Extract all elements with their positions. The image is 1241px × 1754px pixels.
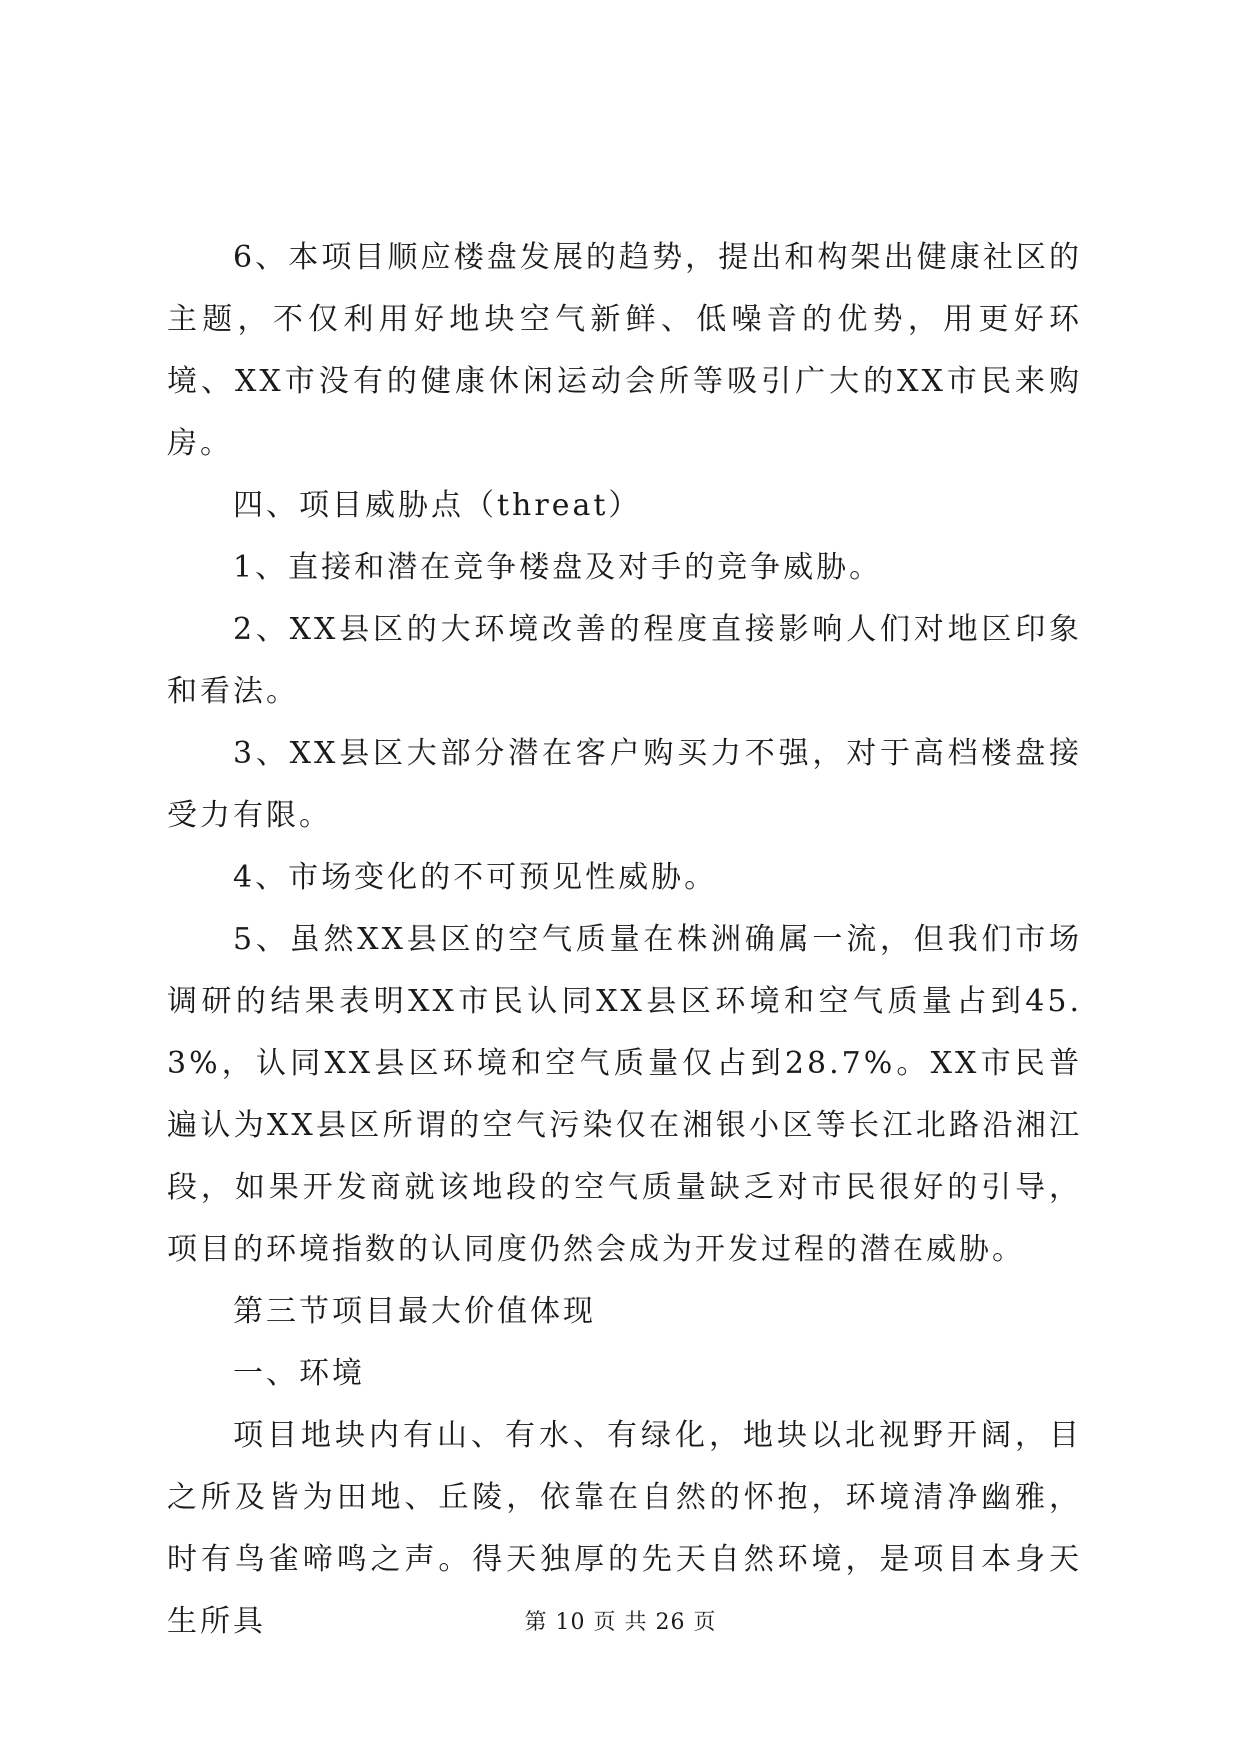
heading-environment: 一、环境	[233, 1356, 365, 1391]
body-text	[167, 227, 1082, 1653]
paragraph-threat-3: 3、XX县区大部分潜在客户购买力不强，对于高档楼盘接受力有限。	[167, 736, 1082, 833]
paragraph-threat-2: 2、XX县区的大环境改善的程度直接影响人们对地区印象和看法。	[167, 612, 1082, 709]
page-footer: 第 10 页 共 26 页	[524, 1610, 717, 1635]
heading-threats: 四、项目威胁点（threat）	[233, 488, 642, 523]
paragraph-environment: 项目地块内有山、有水、有绿化，地块以北视野开阔，目之所及皆为田地、丘陵，依靠在自然的怀抱，环境清净幽雅，时有鸟雀啼鸣之声。得天独厚的先天自然环境，是项目本身天生所具	[167, 1418, 1082, 1639]
heading-section-3: 第三节项目最大价值体现	[233, 1294, 596, 1329]
paragraph-threat-1: 1、直接和潜在竞争楼盘及对手的竞争威胁。	[233, 550, 883, 585]
paragraph-threat-5: 5、虽然XX县区的空气质量在株洲确属一流，但我们市场调研的结果表明XX市民认同XX县区环境和空气质量占到45.3%，认同XX县区环境和空气质量仅占到28.7%。XX市民普遍认为XX县区所谓的空气污染仅在湘银小区等长江北路沿湘江段，如果开发商就该地段的空气质量缺乏对市民很好的引导，项目的环境指数的认同度仍然会成为开发过程的潜在威胁。	[167, 922, 1082, 1267]
paragraph-point-6: 6、本项目顺应楼盘发展的趋势，提出和构架出健康社区的主题，不仅利用好地块空气新鲜、低噪音的优势，用更好环境、XX市没有的健康休闲运动会所等吸引广大的XX市民来购房。	[167, 240, 1082, 461]
paragraph-threat-4: 4、市场变化的不可预见性威胁。	[233, 860, 718, 895]
